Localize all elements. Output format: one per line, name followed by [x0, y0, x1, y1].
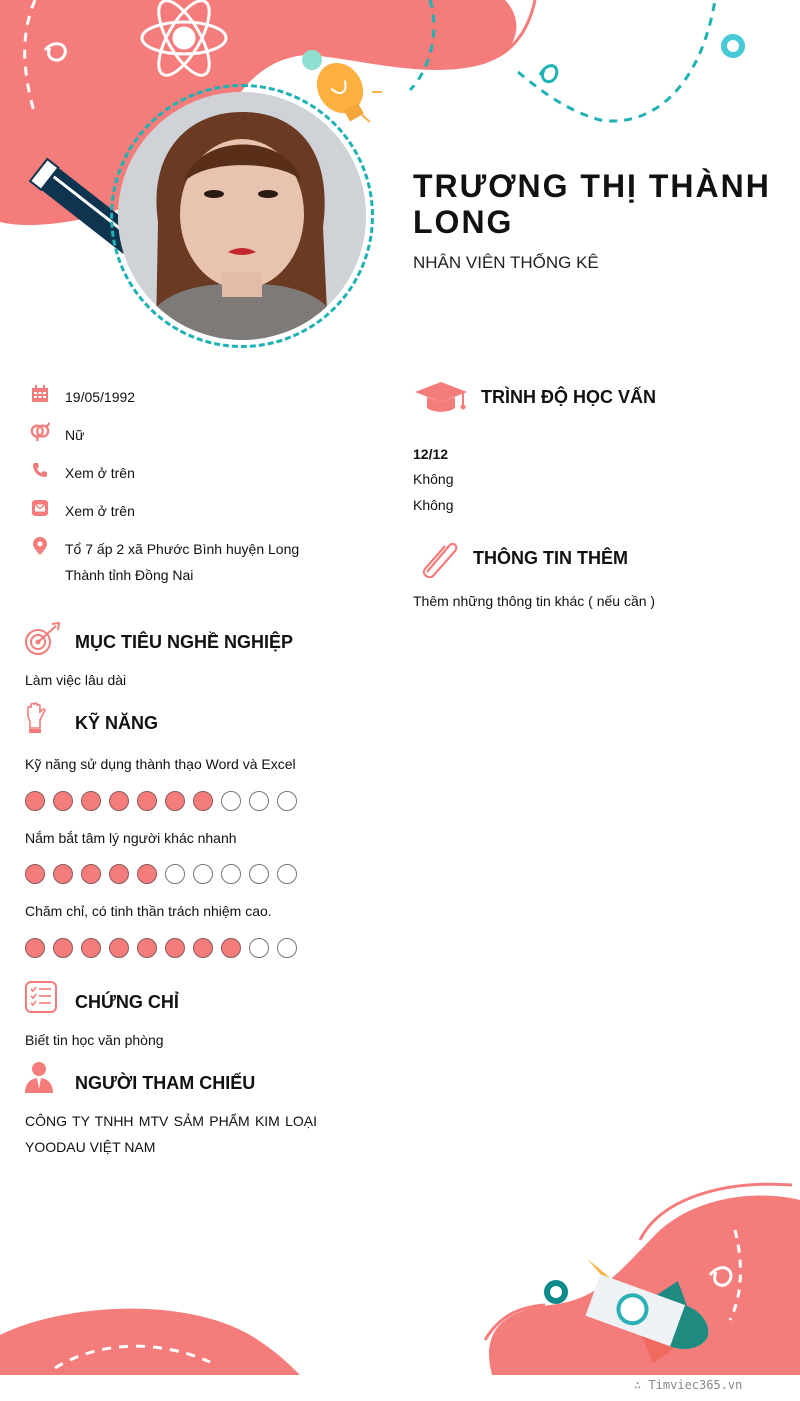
rating-dot-filled	[25, 791, 45, 811]
education-line-2: Không	[413, 497, 454, 513]
top-right-swirl	[518, 0, 715, 121]
phone-row	[30, 460, 135, 486]
address-row	[30, 536, 315, 588]
rating-dot-empty	[193, 864, 213, 884]
calendar-icon	[30, 384, 50, 404]
education-grade: 12/12	[413, 446, 449, 462]
email-icon	[30, 498, 50, 518]
rating-dot-filled	[165, 938, 185, 958]
gender-row	[30, 422, 84, 448]
job-title: NHÂN VIÊN THỐNG KÊ	[413, 253, 599, 272]
rating-dot-filled	[109, 938, 129, 958]
birthday-row	[30, 384, 135, 410]
rating-dot-filled	[53, 864, 73, 884]
checklist-icon	[25, 981, 57, 1013]
rating-dot-filled	[221, 938, 241, 958]
skill-rating-3	[25, 938, 297, 958]
phone-icon	[30, 460, 50, 480]
address-value: Tổ 7 ấp 2 xã Phước Bình huyện Long Thành tỉnh Đồng Nai	[65, 541, 300, 583]
gender-icon	[30, 422, 50, 442]
graduation-cap-icon	[413, 380, 469, 414]
teal-ring	[724, 37, 742, 55]
skills-title: KỸ NĂNG	[75, 713, 159, 733]
target-icon	[24, 622, 60, 656]
skill-rating-2	[25, 864, 297, 884]
rating-dot-filled	[137, 938, 157, 958]
rating-dot-empty	[277, 791, 297, 811]
candidate-name: TRƯƠNG THỊ THÀNH LONG	[413, 168, 771, 240]
skill-label-2: Nắm bắt tâm lý người khác nhanh	[25, 830, 237, 846]
rating-dot-filled	[53, 791, 73, 811]
education-line-1: Không	[413, 471, 454, 487]
bottom-left-blob	[0, 1309, 300, 1375]
location-pin-icon	[30, 536, 50, 556]
rating-dot-empty	[277, 938, 297, 958]
references-line-1: CÔNG TY TNHH MTV SẢM PHẨM KIM LOẠI	[25, 1113, 317, 1129]
watermark: ∴ Timviec365.vn	[634, 1378, 743, 1392]
objective-title: MỤC TIÊU NGHỀ NGHIỆP	[75, 632, 294, 652]
rating-dot-filled	[81, 938, 101, 958]
rating-dot-filled	[137, 864, 157, 884]
extra-info-title: THÔNG TIN THÊM	[473, 548, 628, 568]
rating-dot-empty	[249, 864, 269, 884]
rating-dot-empty	[277, 864, 297, 884]
references-line-2: YOODAU VIỆT NAM	[25, 1139, 156, 1155]
extra-info-text: Thêm những thông tin khác ( nếu cần )	[413, 593, 656, 609]
rating-dot-filled	[25, 938, 45, 958]
avatar-frame	[110, 84, 374, 348]
rating-dot-filled	[81, 791, 101, 811]
skill-rating-1	[25, 791, 297, 811]
rating-dot-filled	[165, 791, 185, 811]
rating-dot-empty	[249, 938, 269, 958]
person-icon	[25, 1061, 53, 1093]
hand-icon	[25, 702, 47, 734]
bulb-cap	[302, 50, 322, 70]
phone-value: Xem ở trên	[65, 465, 135, 481]
birthday-value: 19/05/1992	[65, 389, 136, 405]
rating-dot-filled	[193, 938, 213, 958]
references-title: NGƯỜI THAM CHIẾU	[75, 1073, 256, 1093]
rating-dot-filled	[53, 938, 73, 958]
top-right-loop	[540, 66, 557, 82]
avatar	[118, 92, 366, 340]
bottom-right-blob	[489, 1195, 800, 1375]
rating-dot-filled	[193, 791, 213, 811]
email-row	[30, 498, 135, 524]
rating-dot-empty	[249, 791, 269, 811]
education-title: TRÌNH ĐỘ HỌC VẤN	[481, 387, 656, 407]
paperclip-icon	[415, 538, 459, 578]
rating-dot-empty	[165, 864, 185, 884]
skill-label-1: Kỹ năng sử dụng thành thạo Word và Excel	[25, 756, 296, 772]
rating-dot-empty	[221, 864, 241, 884]
rating-dot-filled	[81, 864, 101, 884]
portrait-illustration	[118, 92, 366, 340]
certificates-text: Biết tin học văn phòng	[25, 1032, 164, 1048]
skill-label-3: Chăm chỉ, có tinh thần trách nhiệm cao.	[25, 903, 272, 919]
rating-dot-filled	[109, 791, 129, 811]
gender-value: Nữ	[65, 427, 85, 443]
rating-dot-filled	[109, 864, 129, 884]
certificates-title: CHỨNG CHỈ	[75, 992, 179, 1012]
rating-dot-filled	[137, 791, 157, 811]
email-value: Xem ở trên	[65, 503, 135, 519]
bottom-teal-ring	[547, 1283, 565, 1301]
objective-text: Làm việc lâu dài	[25, 672, 127, 688]
rating-dot-filled	[25, 864, 45, 884]
rating-dot-empty	[221, 791, 241, 811]
